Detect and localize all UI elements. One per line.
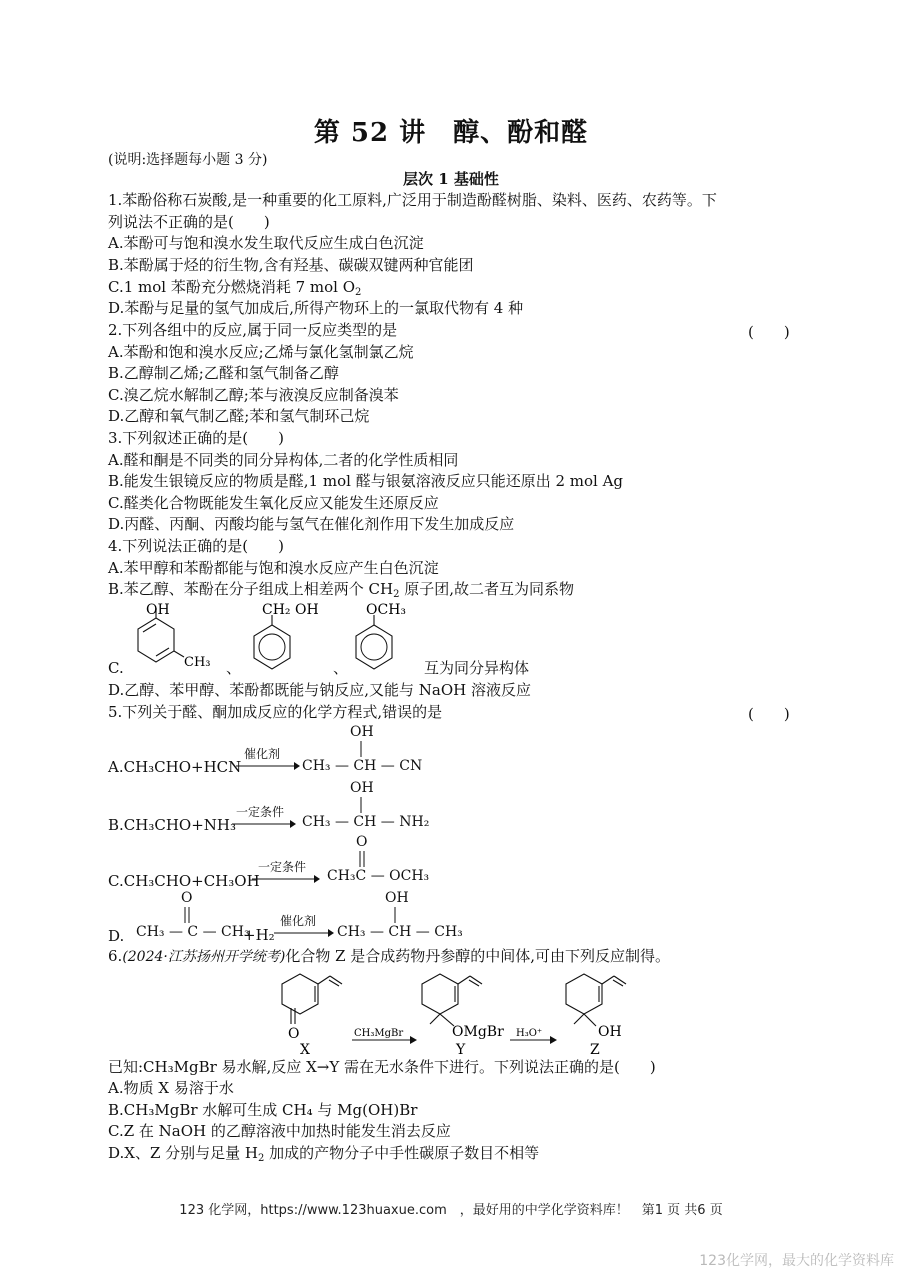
q5d-product-bond xyxy=(394,907,398,923)
x-oxygen: O xyxy=(288,1026,300,1042)
q1-option-c: C.1 mol 苯酚充分燃烧消耗 7 mol $O_2$ xyxy=(108,278,362,298)
q6-option-d: D.X、Z 分别与足量 $H_2$ 加成的产物分子中手性碳原子数目不相等 xyxy=(108,1144,540,1164)
y-ring xyxy=(422,974,458,1014)
q3-option-c: C.醛类化合物既能发生氧化反应又能发生还原反应 xyxy=(108,494,439,512)
section-heading: 层次 1 基础性 xyxy=(403,170,499,188)
z-oh: OH xyxy=(598,1024,622,1040)
score-note: (说明:选择题每小题 3 分) xyxy=(108,152,268,168)
q3-option-a: A.醛和酮是不同类的同分异构体,二者的化学性质相同 xyxy=(108,451,459,469)
q5a-arrow xyxy=(236,760,300,772)
q5c-o: O xyxy=(356,834,368,850)
q5c-condition: 一定条件 xyxy=(258,860,307,874)
q5d-o: O xyxy=(181,890,193,906)
q5b-arrow xyxy=(232,818,296,830)
cresol-oh-label: OH xyxy=(146,602,170,618)
x-label: X xyxy=(300,1042,310,1058)
q1-option-d: D.苯酚与足量的氢气加成后,所得产物环上的一氯取代物有 4 种 xyxy=(108,299,524,317)
q5c-arrow xyxy=(252,873,320,885)
page-footer: 123 化学网，https://www.123huaxue.com ，最好用的中学化学资料库！ 第1 页 共6 页 xyxy=(179,1203,723,1218)
q5d-plus-h2: +H₂ xyxy=(243,926,275,944)
reagent-h3o: H₃O⁺ xyxy=(516,1028,543,1039)
q5b-oh: OH xyxy=(350,780,374,796)
q5-stem: 5.下列关于醛、酮加成反应的化学方程式,错误的是 xyxy=(108,703,443,721)
q5a-product: CH₃ — CH — CN xyxy=(302,758,423,774)
q4-separator-2: 、 xyxy=(333,659,349,677)
q5d-arrow xyxy=(274,927,334,939)
q2-stem: 2.下列各组中的反应,属于同一反应类型的是 xyxy=(108,321,398,339)
q2-answer-paren: ( ) xyxy=(748,323,790,341)
q3-stem: 3.下列叙述正确的是( ) xyxy=(108,429,285,447)
y-label: Y xyxy=(456,1042,466,1058)
q5c-double-bond xyxy=(358,851,366,867)
q5-answer-paren: ( ) xyxy=(748,705,790,723)
q5d-product: CH₃ — CH — CH₃ xyxy=(337,924,463,940)
q6-option-b: B.CH₃MgBr 水解可生成 CH₄ 与 Mg(OH)Br xyxy=(108,1101,418,1119)
q4-option-c-label: C. xyxy=(108,659,124,677)
q5a-condition: 催化剂 xyxy=(244,747,281,761)
q3-option-b: B.能发生银镜反应的物质是醛,1 mol 醛与银氨溶液反应只能还原出 2 mol Ag xyxy=(108,472,624,490)
q5d-condition: 催化剂 xyxy=(280,914,317,928)
q4-separator-1: 、 xyxy=(226,659,242,677)
q1-option-a: A.苯酚可与饱和溴水发生取代反应生成白色沉淀 xyxy=(108,234,424,252)
q5a-oh: OH xyxy=(350,724,374,740)
q5b-bond xyxy=(360,797,364,813)
z-label: Z xyxy=(590,1042,600,1058)
y-omgbr: OMgBr xyxy=(452,1024,504,1040)
q5b-condition: 一定条件 xyxy=(236,805,285,819)
q2-option-c: C.溴乙烷水解制乙醇;苯与液溴反应制备溴苯 xyxy=(108,386,399,404)
q5d-product-oh: OH xyxy=(385,890,409,906)
q3-option-d: D.丙醛、丙酮、丙酸均能与氢气在催化剂作用下发生加成反应 xyxy=(108,515,515,533)
q2-option-a: A.苯酚和饱和溴水反应;乙烯与氯化氢制氯乙烷 xyxy=(108,343,414,361)
cresol-ch3-label: CH₃ xyxy=(184,655,211,670)
benzyl-aromatic-circle xyxy=(259,634,285,660)
anisole-och3-label: OCH₃ xyxy=(366,602,407,618)
q5b-product: CH₃ — CH — NH₂ xyxy=(302,814,430,830)
q1-stem-line2: 列说法不正确的是( ) xyxy=(108,213,270,231)
q5a-reactants: A.CH₃CHO+HCN xyxy=(108,758,242,776)
q2-option-b: B.乙醇制乙烯;乙醛和氢气制备乙醇 xyxy=(108,364,339,382)
q5d-double-bond xyxy=(183,907,191,923)
q5d-label: D. xyxy=(108,927,125,945)
watermark: 123化学网，最大的化学资料库 xyxy=(699,1253,894,1269)
q4-option-b: B.苯乙醇、苯酚在分子组成上相差两个 $CH_2$ 原子团,故二者互为同系物 xyxy=(108,580,575,600)
q2-option-d: D.乙醇和氧气制乙醛;苯和氢气制环己烷 xyxy=(108,407,370,425)
q5c-reactants: C.CH₃CHO+CH₃OH xyxy=(108,872,260,890)
q5b-reactants: B.CH₃CHO+NH₃ xyxy=(108,816,237,834)
q4-option-d: D.乙醇、苯甲醇、苯酚都既能与钠反应,又能与 NaOH 溶液反应 xyxy=(108,681,532,699)
q6-known: 已知:CH₃MgBr 易水解,反应 X→Y 需在无水条件下进行。下列说法正确的是( ) xyxy=(108,1058,656,1076)
q4-option-a: A.苯甲醇和苯酚都能与饱和溴水反应产生白色沉淀 xyxy=(108,559,439,577)
q6-option-c: C.Z 在 NaOH 的乙醇溶液中加热时能发生消去反应 xyxy=(108,1122,451,1140)
q5a-bond xyxy=(360,741,364,757)
q6-stem: 6.(2024·江苏扬州开学统考)化合物 Z 是合成药物丹参醇的中间体,可由下列反应制得。 xyxy=(108,947,671,965)
reagent-grignard: CH₃MgBr xyxy=(354,1028,404,1039)
q1-stem-line1: 1.苯酚俗称石炭酸,是一种重要的化工原料,广泛用于制造酚醛树脂、染料、医药、农药等。下 xyxy=(108,191,717,209)
q6-option-a: A.物质 X 易溶于水 xyxy=(108,1079,234,1097)
q5d-reactant: CH₃ — C — CH₃ xyxy=(136,924,250,940)
z-ring xyxy=(566,974,602,1014)
q4-stem: 4.下列说法正确的是( ) xyxy=(108,537,285,555)
q4-option-c-text: 互为同分异构体 xyxy=(424,659,530,677)
anisole-aromatic-circle xyxy=(361,634,387,660)
q1-option-b: B.苯酚属于烃的衍生物,含有羟基、碳碳双键两种官能团 xyxy=(108,256,474,274)
x-ring xyxy=(282,974,318,1014)
page-title: 第 52 讲 醇、酚和醛 xyxy=(313,118,589,148)
q5c-product: CH₃C — OCH₃ xyxy=(327,868,430,884)
q6-reaction-scheme xyxy=(260,966,640,1058)
benzyl-ch2oh-label: CH₂ OH xyxy=(262,602,319,618)
